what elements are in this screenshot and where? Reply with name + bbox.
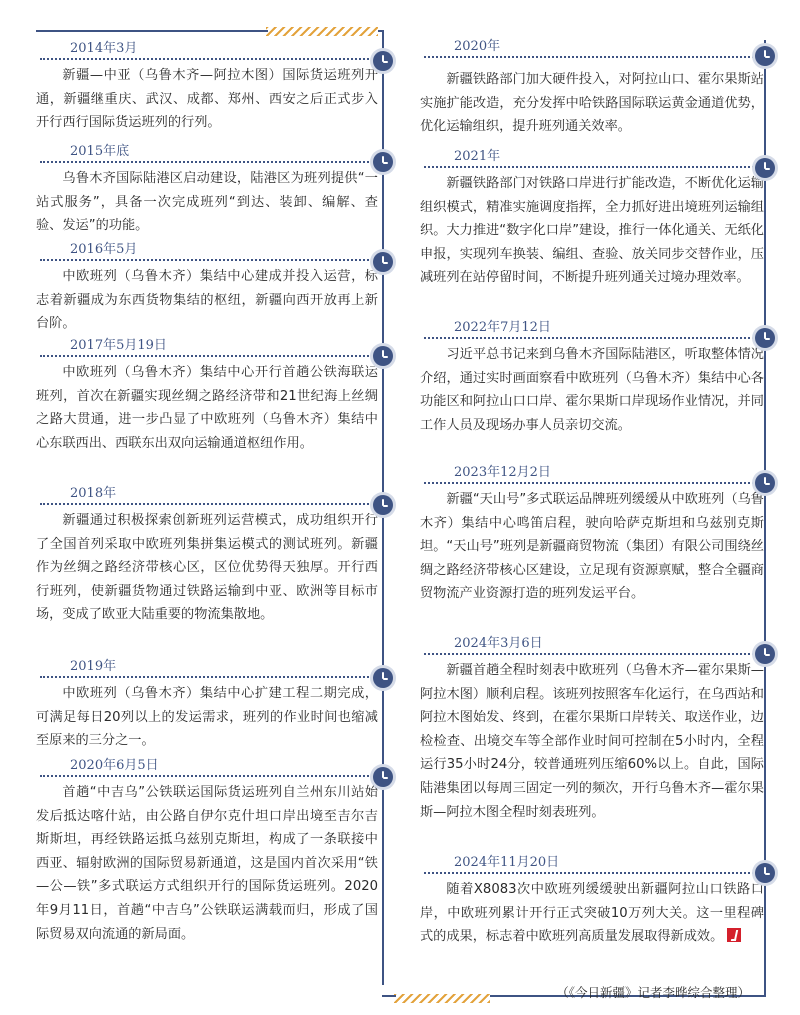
clock-icon bbox=[373, 668, 393, 688]
timeline-entry bbox=[420, 38, 766, 139]
entry-date: 2014年3月 bbox=[70, 41, 138, 56]
entry-text: 新疆“天山号”多式联运品牌班列缓缓从中欧班列（乌鲁木齐）集结中心鸣笛启程，驶向哈萨克斯坦和乌兹别克斯坦。“天山号”班列是新疆商贸物流（集团）有限公司围绕丝绸之路经济带核心区建设，立足现有资源禀赋，整合全疆商贸物流产业资源打造的班列发运平台。 bbox=[420, 492, 764, 602]
entry-text: 中欧班列（乌鲁木齐）集结中心开行首趟公铁海联运班列，首次在新疆实现丝绸之路经济带和21世纪海上丝绸之路大贯通，进一步凸显了中欧班列（乌鲁木齐）集结中心东联西出、西联东出双向运输通道枢纽作用。 bbox=[36, 365, 378, 451]
clock-icon bbox=[755, 473, 775, 493]
clock-icon bbox=[373, 152, 393, 172]
top-stripe-decoration bbox=[266, 27, 378, 36]
entry-text: 随着X8083次中欧班列缓缓驶出新疆阿拉山口铁路口岸，中欧班列累计开行正式突破10万列大关。这一里程碑式的成果，标志着中欧班列高质量发展取得新成效。 bbox=[420, 882, 764, 945]
timeline-entry bbox=[420, 635, 766, 824]
entry-text-last bbox=[420, 878, 766, 949]
clock-icon bbox=[373, 51, 393, 71]
entry-date: 2015年底 bbox=[70, 144, 130, 159]
end-mark-icon bbox=[727, 928, 741, 942]
clock-icon bbox=[373, 346, 393, 366]
entry-date: 2020年 bbox=[454, 39, 501, 54]
timeline-entry bbox=[36, 337, 380, 455]
entry-text: 新疆铁路部门加大硬件投入，对阿拉山口、霍尔果斯站实施扩能改造，充分发挥中哈铁路国际联运黄金通道优势，优化运输组织，提升班列通关效率。 bbox=[420, 72, 764, 135]
top-frame-line-left bbox=[36, 30, 268, 32]
entry-date: 2019年 bbox=[70, 659, 117, 674]
timeline-entry bbox=[36, 40, 380, 135]
entry-text: 中欧班列（乌鲁木齐）集结中心扩建工程二期完成，可满足每日20列以上的发运需求，班列的作业时间也缩减至原来的三分之一。 bbox=[36, 686, 378, 749]
entry-date: 2016年5月 bbox=[70, 242, 138, 257]
clock-icon bbox=[755, 644, 775, 664]
timeline-entry bbox=[36, 757, 380, 946]
clock-icon bbox=[373, 495, 393, 515]
entry-date: 2022年7月12日 bbox=[454, 320, 551, 335]
bottom-stripe-decoration bbox=[394, 994, 490, 1003]
entry-date: 2017年5月19日 bbox=[70, 338, 167, 353]
entry-text: 新疆—中亚（乌鲁木齐—阿拉木图）国际货运班列开通，新疆继重庆、武汉、成都、郑州、西安之后正式步入开行西行国际货运班列的行列。 bbox=[36, 68, 378, 131]
entry-text: 新疆首趟全程时刻表中欧班列（乌鲁木齐—霍尔果斯—阿拉木图）顺利启程。该班列按照客车化运行，在乌西站和阿拉木图始发、终到，在霍尔果斯口岸转关、取送作业，边检检查、出境交车等全部作业时间可控制在5小时内，全程运行35小时24分，较普通班列压缩60%以上。自此，国际陆港集团以每周三固定一列的频次，开行乌鲁木齐—霍尔果斯—阿拉木图全程时刻表班列。 bbox=[420, 663, 764, 820]
timeline-entry bbox=[36, 241, 380, 336]
entry-text: 中欧班列（乌鲁木齐）集结中心建成并投入运营，标志着新疆成为东西货物集结的枢纽，新疆向西开放再上新台阶。 bbox=[36, 269, 378, 332]
timeline-entry bbox=[36, 143, 380, 238]
entry-text: 新疆通过积极探索创新班列运营模式，成功组织开行了全国首列采取中欧班列集拼集运模式的测试班列。新疆作为丝绸之路经济带核心区，区位优势得天独厚。开行西行班列，使新疆货物通过铁路运输到中亚、欧洲等目标市场，变成了欧亚大陆重要的物流集散地。 bbox=[36, 513, 378, 623]
timeline-entry bbox=[420, 319, 766, 437]
entry-text: 首趟“中吉乌”公铁联运国际货运班列自兰州东川站始发后抵达喀什站，由公路自伊尔克什坦口岸出境至吉尔吉斯斯坦，再经铁路运抵乌兹别克斯坦，构成了一条联接中西亚、辐射欧洲的国际贸易新通道，这是国内首次采用“铁—公—铁”多式联运方式组织开行的国际货运班列。2020年9月11日，首趟“中吉乌”公铁联运满载而归，形成了国际贸易双向流通的新局面。 bbox=[36, 785, 378, 942]
entry-date: 2023年12月2日 bbox=[454, 465, 551, 480]
clock-icon bbox=[755, 158, 775, 178]
entry-date: 2020年6月5日 bbox=[70, 758, 159, 773]
clock-icon bbox=[373, 252, 393, 272]
timeline-entry bbox=[36, 658, 380, 753]
entry-text: 乌鲁木齐国际陆港区启动建设，陆港区为班列提供“一站式服务”，具备一次完成班列“到达、装卸、编解、查验、发运”的功能。 bbox=[36, 171, 378, 234]
entry-text: 习近平总书记来到乌鲁木齐国际陆港区，听取整体情况介绍，通过实时画面察看中欧班列（乌鲁木齐）集结中心各功能区和阿拉山口口岸、霍尔果斯口岸现场作业情况，并同工作人员及现场办事人员亲切交流。 bbox=[420, 347, 764, 433]
clock-icon bbox=[755, 863, 775, 883]
timeline-entry bbox=[36, 485, 380, 627]
clock-icon bbox=[755, 46, 775, 66]
bottom-frame-line bbox=[382, 995, 396, 997]
entry-text: 新疆铁路部门对铁路口岸进行扩能改造，不断优化运输组织模式，精准实施调度指挥，全力抓好进出境班列运输组织。大力推进“数字化口岸”建设，推行一体化通关、无纸化申报，实现列车换装、编组、查验、放关同步交替作业，压减班列在站停留时间，不断提升班列通关过境办理效率。 bbox=[420, 176, 764, 286]
timeline-entry bbox=[420, 464, 766, 606]
timeline-entry bbox=[420, 854, 766, 949]
entry-date: 2024年3月6日 bbox=[454, 636, 543, 651]
timeline-entry bbox=[420, 148, 766, 290]
clock-icon bbox=[755, 328, 775, 348]
clock-icon bbox=[373, 767, 393, 787]
reporter-credit: （《今日新疆》记者李晔综合整理） bbox=[556, 985, 750, 1000]
entry-date: 2024年11月20日 bbox=[454, 855, 560, 870]
entry-date: 2021年 bbox=[454, 149, 501, 164]
entry-date: 2018年 bbox=[70, 486, 117, 501]
